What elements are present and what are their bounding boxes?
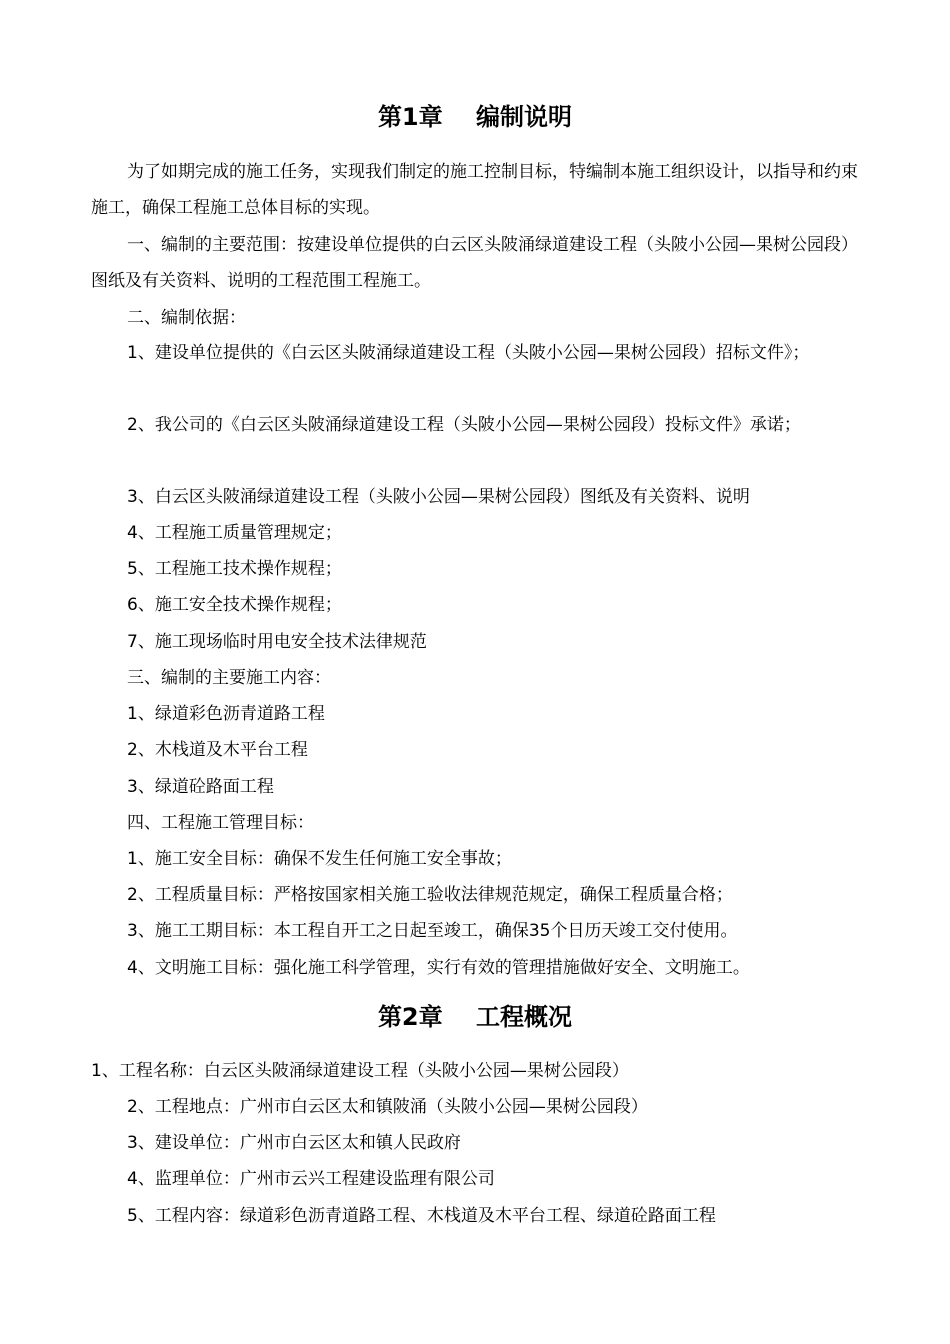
basis-item-2: 2、我公司的《白云区头陂涌绿道建设工程（头陂小公园—果树公园段）投标文件》承诺； — [127, 415, 801, 435]
chapter-1-scope: 一、编制的主要范围：按建设单位提供的白云区头陂涌绿道建设工程（头陂小公园—果树公园段）图纸及有关资料、说明的工程范围工程施工。 — [91, 235, 858, 291]
basis-item-5: 5、工程施工技术操作规程； — [127, 559, 342, 579]
content-item-3: 3、绿道砼路面工程 — [127, 777, 274, 797]
overview-item-5: 5、工程内容：绿道彩色沥青道路工程、木栈道及木平台工程、绿道砼路面工程 — [127, 1206, 716, 1226]
basis-item-6: 6、施工安全技术操作规程； — [127, 595, 342, 615]
chapter-1-title: 第1章 编制说明 — [377, 103, 573, 131]
goals-heading: 四、工程施工管理目标： — [127, 813, 314, 833]
overview-item-3: 3、建设单位：广州市白云区太和镇人民政府 — [127, 1133, 461, 1153]
chapter-2-title: 第2章 工程概况 — [377, 1003, 573, 1031]
content-item-2: 2、木栈道及木平台工程 — [127, 740, 308, 760]
content-heading: 三、编制的主要施工内容： — [127, 668, 331, 688]
basis-item-4: 4、工程施工质量管理规定； — [127, 523, 342, 543]
basis-heading: 二、编制依据： — [127, 308, 246, 328]
goals-item-4: 4、文明施工目标：强化施工科学管理，实行有效的管理措施做好安全、文明施工。 — [127, 958, 750, 978]
goals-item-3: 3、施工工期目标：本工程自开工之日起至竣工，确保35个日历天竣工交付使用。 — [127, 921, 738, 941]
basis-item-1: 1、建设单位提供的《白云区头陂涌绿道建设工程（头陂小公园—果树公园段）招标文件》； — [127, 343, 810, 363]
chapter-1-intro: 为了如期完成的施工任务，实现我们制定的施工控制目标，特编制本施工组织设计，以指导和约束施工，确保工程施工总体目标的实现。 — [91, 162, 858, 218]
goals-item-2: 2、工程质量目标：严格按国家相关施工验收法律规范规定，确保工程质量合格； — [127, 885, 733, 905]
overview-item-4: 4、监理单位：广州市云兴工程建设监理有限公司 — [127, 1169, 495, 1189]
overview-item-2: 2、工程地点：广州市白云区太和镇陂涌（头陂小公园—果树公园段） — [127, 1097, 648, 1117]
content-item-1: 1、绿道彩色沥青道路工程 — [127, 704, 325, 724]
basis-item-7: 7、施工现场临时用电安全技术法律规范 — [127, 632, 427, 652]
goals-item-1: 1、施工安全目标：确保不发生任何施工安全事故； — [127, 849, 512, 869]
basis-item-3: 3、白云区头陂涌绿道建设工程（头陂小公园—果树公园段）图纸及有关资料、说明 — [127, 487, 750, 507]
overview-item-1: 1、工程名称：白云区头陂涌绿道建设工程（头陂小公园—果树公园段） — [91, 1061, 629, 1081]
